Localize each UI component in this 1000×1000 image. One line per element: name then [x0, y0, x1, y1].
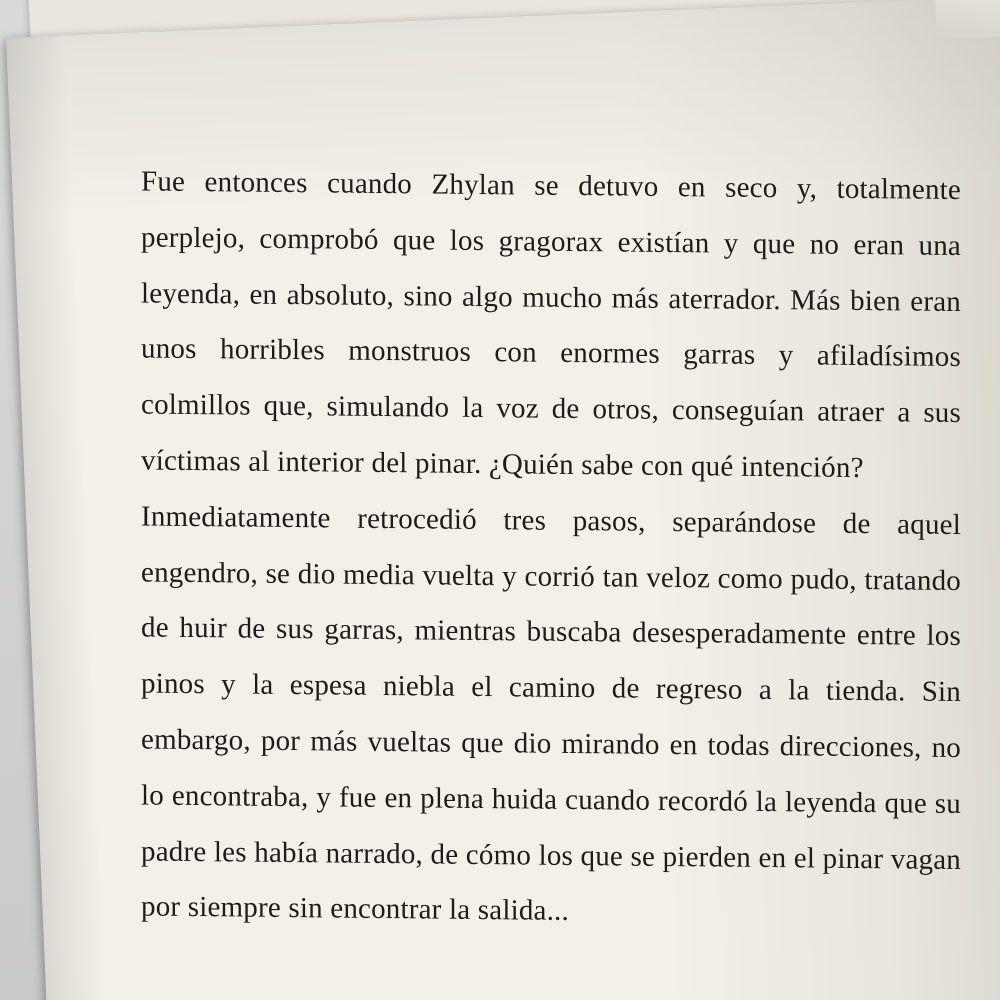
page-curl: [935, 0, 1000, 39]
book-page: [6, 0, 1000, 1000]
paragraph-2: Inmediatamente retrocedió tres pasos, separándose de aquel engendro, se dio media vuelta y corrió tan veloz como pudo, tratando de huir de sus garras, mientras buscaba desesperadamente entre los pinos y la espesa niebla el camino de regreso a la tienda. Sin embargo, por más vueltas que dio mirando en todas direcciones, no lo encontraba, y fue en plena huida cuando recordó la leyenda que su padre les había narrado, de cómo los que se pierden en el pinar vagan por siempre sin encontrar la salida...: [140, 500, 961, 928]
page-shadow: [6, 35, 108, 1000]
page-text: [141, 154, 961, 944]
paragraph-1: Fue entonces cuando Zhylan se detuvo en seco y, totalmente perplejo, comprobó que los gragorax existían y que no eran una leyenda, en absoluto, sino algo mucho más aterrador. Más bien eran unos horribles monstruos con enormes garras y afiladísimos colmillos que, simulando la voz de otros, conseguían atraer a sus víctimas al interior del pinar. ¿Quién sabe con qué intención?: [140, 165, 961, 485]
